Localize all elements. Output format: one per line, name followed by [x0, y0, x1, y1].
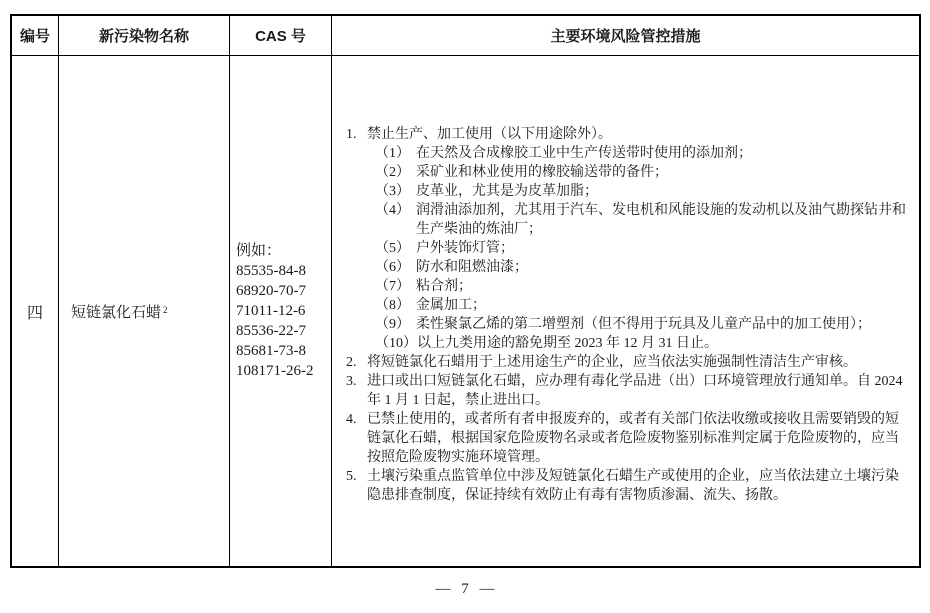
subitem-number: （1） — [375, 146, 410, 161]
subitem-number: （8） — [375, 298, 410, 313]
page-number: — 7 — — [435, 581, 495, 597]
measure-subitem — [375, 296, 909, 315]
cas-number: 108171-26-2 — [236, 363, 314, 379]
measure-text: 禁止生产、加工使用（以下用途除外）。 — [367, 127, 612, 142]
header-cell-number: 编号 — [12, 16, 59, 55]
cas-number: 71011-12-6 — [236, 303, 306, 319]
subitem-text: 防水和阻燃油漆； — [416, 260, 528, 275]
subitem-number: （9） — [375, 317, 410, 332]
measure-number: 3. — [346, 374, 357, 389]
measure-subitem — [375, 182, 909, 201]
subitem-number: （3） — [375, 184, 410, 199]
measure-subitem — [375, 277, 909, 296]
cas-label: 例如： — [236, 243, 282, 259]
row-number-text: 四 — [26, 304, 43, 322]
measure-subitem — [375, 201, 909, 239]
subitem-text: 采矿业和林业使用的橡胶输送带的备件； — [416, 165, 668, 180]
measure-item — [346, 125, 909, 144]
pollutant-name-text: 短链氯化石蜡 — [71, 304, 162, 321]
measure-text: 土壤污染重点监管单位中涉及短链氯化石蜡生产或使用的企业，应当依法建立土壤污染隐患排查制度，保证持续有效防止有毒有害物质渗漏、流失、扬散。 — [367, 469, 899, 503]
subitem-number: （7） — [375, 279, 410, 294]
cas-number: 85535-84-8 — [236, 263, 306, 279]
measure-item — [346, 410, 909, 467]
subitem-text: 户外装饰灯管； — [416, 241, 514, 256]
measure-number: 2. — [346, 355, 357, 370]
measure-subitem — [375, 334, 909, 353]
cell-pollutant-name — [59, 56, 230, 566]
subitem-text: 粘合剂； — [416, 279, 472, 294]
header-cell-cas: CAS 号 — [230, 16, 332, 55]
measure-subitem — [375, 163, 909, 182]
cas-number: 85681-73-8 — [236, 343, 306, 359]
measure-item — [346, 353, 909, 372]
subitem-text: 柔性聚氯乙烯的第二增塑剂（但不得用于玩具及儿童产品中的加工使用）； — [416, 317, 871, 332]
cell-row-number — [12, 56, 59, 566]
measure-number: 5. — [346, 469, 357, 484]
measure-item — [346, 372, 909, 410]
subitem-text: 在天然及合成橡胶工业中生产传送带时使用的添加剂； — [416, 146, 752, 161]
table-header-row — [12, 16, 919, 56]
cell-measures — [332, 56, 919, 566]
measure-subitem — [375, 315, 909, 334]
measure-number: 1. — [346, 127, 357, 142]
measure-subitem — [375, 258, 909, 277]
measure-text: 已禁止使用的，或者所有者申报废弃的，或者有关部门依法收缴或接收且需要销毁的短链氯化石蜡，根据国家危险废物名录或者危险废物鉴别标准判定属于危险废物的，应当按照危险废物实施环境管理。 — [367, 412, 899, 465]
subitem-number: （10） — [375, 336, 417, 351]
subitem-text: 润滑油添加剂，尤其用于汽车、发电机和风能设施的发动机以及油气勘探钻井和生产柴油的炼油厂； — [416, 203, 906, 237]
subitem-number: （6） — [375, 260, 410, 275]
table-row — [12, 56, 919, 566]
measure-item — [346, 467, 909, 505]
subitem-number: （5） — [375, 241, 410, 256]
measure-subitem — [375, 239, 909, 258]
subitem-text: 以上九类用途的豁免期至 2023 年 12 月 31 日止。 — [417, 336, 718, 351]
header-cell-measures: 主要环境风险管控措施 — [550, 28, 701, 45]
header-cell-pollutant-name: 新污染物名称 — [59, 16, 230, 55]
measure-subitem — [375, 144, 909, 163]
cas-number: 68920-70-7 — [236, 283, 306, 299]
pollutant-table — [10, 14, 921, 568]
measure-text: 将短链氯化石蜡用于上述用途生产的企业，应当依法实施强制性清洁生产审核。 — [367, 355, 857, 370]
cas-number: 85536-22-7 — [236, 323, 306, 339]
subitem-text: 金属加工； — [416, 298, 486, 313]
measure-subitem-list — [375, 144, 909, 353]
footnote-marker: 2 — [163, 305, 168, 315]
subitem-text: 皮革业，尤其是为皮革加脂； — [416, 184, 598, 199]
subitem-number: （2） — [375, 165, 410, 180]
measure-number: 4. — [346, 412, 357, 427]
cell-cas-numbers — [230, 56, 332, 566]
measure-text: 进口或出口短链氯化石蜡，应办理有毒化学品进（出）口环境管理放行通知单。自 2024 年 1 月 1 日起，禁止进出口。 — [367, 374, 903, 408]
subitem-number: （4） — [375, 203, 410, 218]
